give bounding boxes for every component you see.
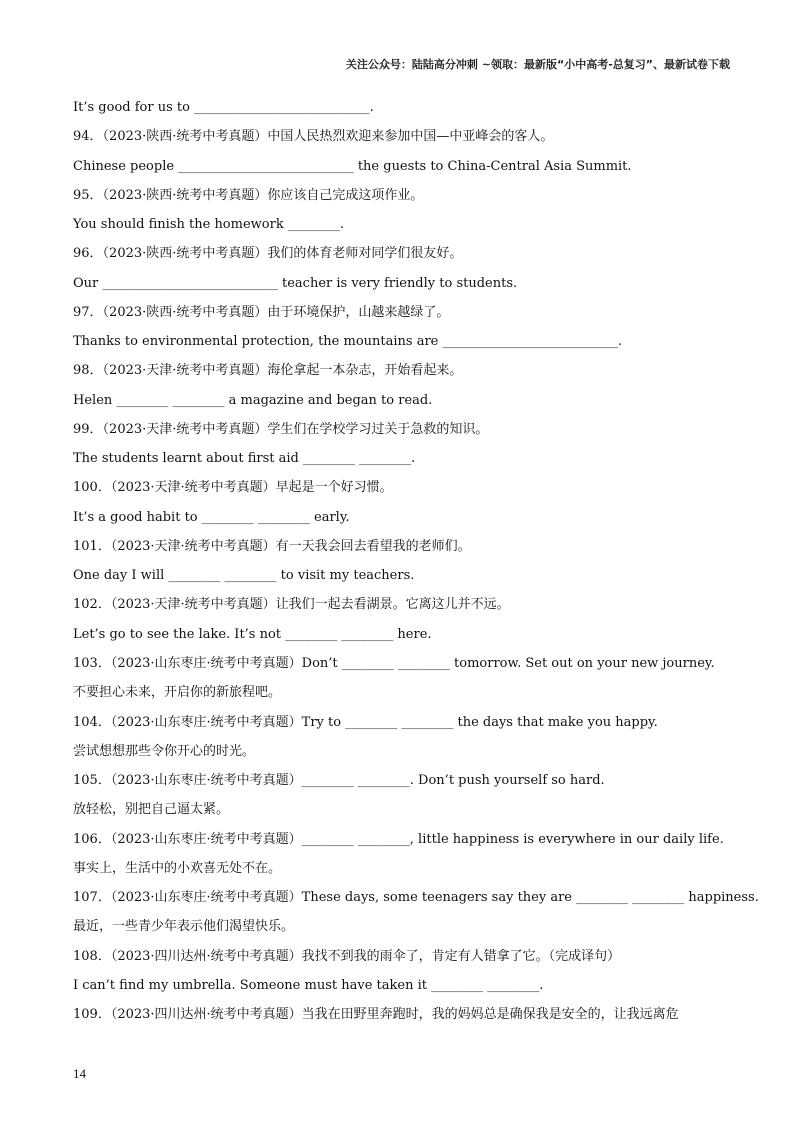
line-q100-prompt: 100．（2023·天津·统考中考真题）早起是一个好习惯。: [73, 480, 393, 495]
line-q107-prompt: 107．（2023·山东枣庄·统考中考真题）These days, some teenagers say they are ________ ________ happiness.: [73, 890, 759, 905]
line-q95-answer: You should finish the homework ________.: [73, 217, 344, 232]
line-q108-answer: I can’t find my umbrella. Someone must have taken it ________ ________.: [73, 978, 544, 993]
line-q98-prompt: 98．（2023·天津·统考中考真题）海伦拿起一本杂志，开始看起来。: [73, 363, 463, 378]
line-q103-prompt: 103．（2023·山东枣庄·统考中考真题）Don’t ________ ________ tomorrow. Set out on your new journey.: [73, 656, 715, 671]
line-q104-translation: 尝试想想那些令你开心的时光。: [73, 744, 256, 759]
line-q103-translation: 不要担心未来，开启你的新旅程吧。: [73, 685, 282, 700]
line-q101-prompt: 101．（2023·天津·统考中考真题）有一天我会回去看望我的老师们。: [73, 539, 471, 554]
line-q96-prompt: 96．（2023·陕西·统考中考真题）我们的体育老师对同学们很友好。: [73, 246, 463, 261]
line-q94-prompt: 94．（2023·陕西·统考中考真题）中国人民热烈欢迎来参加中国—中亚峰会的客人。: [73, 129, 554, 144]
line-q95-prompt: 95．（2023·陕西·统考中考真题）你应该自己完成这项作业。: [73, 188, 424, 203]
line-q105-translation: 放轻松，别把自己逼太紧。: [73, 802, 230, 817]
line-q97-prompt: 97．（2023·陕西·统考中考真题）由于环境保护，山越来越绿了。: [73, 305, 450, 320]
line-q102-answer: Let’s go to see the lake. It’s not ________ ________ here.: [73, 627, 432, 642]
line-q109-prompt: 109．（2023·四川达州·统考中考真题）当我在田野里奔跑时，我的妈妈总是确保我是安全的，让我远离危: [73, 1007, 679, 1022]
page-number: 14: [73, 1066, 86, 1081]
line-q105-prompt: 105．（2023·山东枣庄·统考中考真题）________ ________. Don’t push yourself so hard.: [73, 773, 605, 788]
line-q101-answer: One day I will ________ ________ to visit my teachers.: [73, 568, 415, 583]
line-q96-answer: Our ___________________________ teacher is very friendly to students.: [73, 276, 518, 291]
line-q108-prompt: 108．（2023·四川达州·统考中考真题）我找不到我的雨伞了，肯定有人错拿了它。（完成译句）: [73, 949, 621, 964]
line-q106-prompt: 106．（2023·山东枣庄·统考中考真题）________ ________, little happiness is everywhere in our daily life.: [73, 832, 724, 847]
line-q99-prompt: 99．（2023·天津·统考中考真题）学生们在学校学习过关于急救的知识。: [73, 422, 489, 437]
line-q107-translation: 最近，一些青少年表示他们渴望快乐。: [73, 919, 295, 934]
line-q98-answer: Helen ________ ________ a magazine and began to read.: [73, 393, 433, 408]
line-q106-translation: 事实上，生活中的小欢喜无处不在。: [73, 861, 282, 876]
line-q94-answer: Chinese people ___________________________ the guests to China-Central Asia Summit.: [73, 159, 632, 174]
line-q100-answer: It’s a good habit to ________ ________ early.: [73, 510, 350, 525]
line-q99-answer: The students learnt about first aid ________ ________.: [73, 451, 416, 466]
line-q102-prompt: 102．（2023·天津·统考中考真题）让我们一起去看湖景。它离这儿并不远。: [73, 597, 510, 612]
line-q104-prompt: 104．（2023·山东枣庄·统考中考真题）Try to ________ ________ the days that make you happy.: [73, 715, 658, 730]
line-q93-answer: It’s good for us to ___________________________.: [73, 100, 374, 115]
page-header: 关注公众号：陆陆高分冲刺 ~领取：最新版“小中高考-总复习”、最新试卷下载: [345, 58, 730, 71]
line-q97-answer: Thanks to environmental protection, the mountains are ___________________________.: [73, 334, 623, 349]
